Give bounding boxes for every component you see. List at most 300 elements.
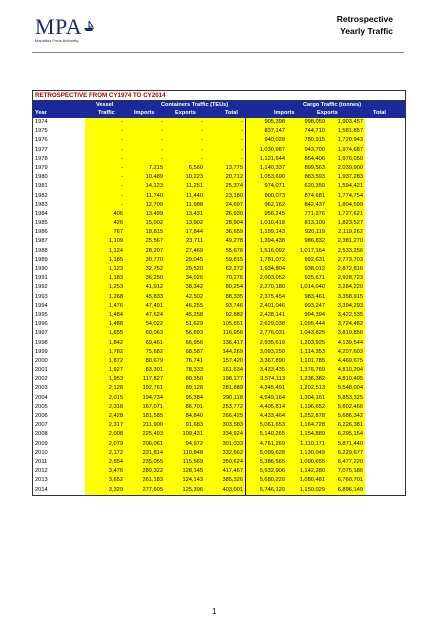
cell-vessel-traffic: 2,079	[85, 440, 125, 449]
cell-container-exports: 29,520	[165, 265, 205, 274]
cell-container-exports: 42,502	[165, 293, 205, 302]
cell-year: 1981	[33, 182, 85, 191]
cell-cargo-total: 2,039,900	[327, 164, 365, 173]
cell-container-imports: 18,815	[125, 228, 165, 237]
cell-cargo-imports: 1,516,092	[245, 247, 287, 256]
table-row	[33, 357, 405, 366]
cell-container-total: 25,374	[205, 182, 245, 191]
cell-container-exports: 68,587	[165, 348, 205, 357]
cell-container-total: 49,278	[205, 237, 245, 246]
cell-container-imports: 15,002	[125, 219, 165, 228]
cell-cargo-total: 3,358,915	[327, 293, 365, 302]
cell-cargo-imports: 3,093,250	[245, 348, 287, 357]
table-row	[33, 311, 405, 320]
cell-cargo-exports: 993,247	[287, 302, 327, 311]
table-row	[33, 247, 405, 256]
cell-cargo-total: 3,724,482	[327, 320, 365, 329]
cell-container-imports: 32,752	[125, 265, 165, 274]
cell-year: 2000	[33, 357, 85, 366]
cell-year: 2001	[33, 366, 85, 375]
cell-container-exports: -	[165, 118, 205, 127]
cell-year: 1990	[33, 265, 85, 274]
cell-vessel-traffic: -	[85, 136, 125, 145]
table-row	[33, 348, 405, 357]
cell-container-exports: -	[165, 146, 205, 155]
cell-container-exports: 86,701	[165, 403, 205, 412]
cell-cargo-total: 6,896,149	[327, 486, 365, 495]
cell-container-imports: 36,250	[125, 274, 165, 283]
cell-vessel-traffic: 426	[85, 219, 125, 228]
cell-cargo-imports: 1,140,337	[245, 164, 287, 173]
cell-cargo-imports: 1,121,644	[245, 155, 287, 164]
cell-container-total: 28,904	[205, 219, 245, 228]
cell-container-imports: 41,912	[125, 283, 165, 292]
cell-container-imports: 25,567	[125, 237, 165, 246]
cell-vessel-traffic: 2,318	[85, 403, 125, 412]
table-row	[33, 228, 405, 237]
cell-year: 1978	[33, 155, 85, 164]
cell-cargo-imports: 1,199,143	[245, 228, 287, 237]
cell-container-total: 303,583	[205, 421, 245, 430]
cell-cargo-exports: 943,700	[287, 146, 327, 155]
cell-cargo-total: 1,976,050	[327, 155, 365, 164]
cell-cargo-total: 2,533,256	[327, 247, 365, 256]
cell-container-total: -	[205, 118, 245, 127]
cell-cargo-exports: 854,406	[287, 155, 327, 164]
cell-container-total: 20,712	[205, 173, 245, 182]
cell-year: 2006	[33, 412, 85, 421]
cell-container-imports: 10,489	[125, 173, 165, 182]
cell-cargo-total: 4,469,675	[327, 357, 365, 366]
cell-container-imports: 60,063	[125, 329, 165, 338]
cell-container-exports: 38,342	[165, 283, 205, 292]
col-cargo-exports: Exports	[317, 110, 338, 116]
cell-container-exports: 29,045	[165, 256, 205, 265]
cell-container-total: 26,930	[205, 210, 245, 219]
cell-container-exports: 84,840	[165, 412, 205, 421]
cell-container-imports: 194,734	[125, 394, 165, 403]
cell-container-total: 266,425	[205, 412, 245, 421]
cell-year: 1984	[33, 210, 85, 219]
col-container-exports: Exports	[175, 110, 196, 116]
cell-vessel-traffic: -	[85, 127, 125, 136]
cell-container-total: 281,889	[205, 384, 245, 393]
cell-container-exports: 11,988	[165, 201, 205, 210]
cell-year: 1985	[33, 219, 85, 228]
table-row	[33, 467, 405, 476]
cell-vessel-traffic: 1,484	[85, 311, 125, 320]
cell-container-imports: 7,215	[125, 164, 165, 173]
cell-cargo-exports: 938,012	[287, 265, 327, 274]
cell-container-exports: 6,560	[165, 164, 205, 173]
page-heading	[337, 13, 393, 37]
cell-container-total: 403,001	[205, 486, 245, 495]
cell-container-imports: 54,022	[125, 320, 165, 329]
col-container-total: Total	[225, 110, 238, 116]
cell-year: 1980	[33, 173, 85, 182]
cell-cargo-total: 1,974,687	[327, 146, 365, 155]
cell-cargo-imports: 2,401,046	[245, 302, 287, 311]
cell-cargo-imports: 5,746,120	[245, 486, 287, 495]
table-row	[33, 449, 405, 458]
cell-container-total: 36,659	[205, 228, 245, 237]
cell-container-total: 116,956	[205, 329, 245, 338]
cell-container-total: 62,272	[205, 265, 245, 274]
table-row	[33, 136, 405, 145]
col-year: Year	[35, 110, 47, 116]
cell-cargo-imports: 4,345,491	[245, 384, 287, 393]
cell-container-total: 157,420	[205, 357, 245, 366]
cell-cargo-total: 1,804,599	[327, 201, 365, 210]
cell-container-total: -	[205, 146, 245, 155]
cell-container-exports: 34,026	[165, 274, 205, 283]
cell-container-imports: 261,183	[125, 476, 165, 485]
cell-container-total: 253,772	[205, 403, 245, 412]
cell-vessel-traffic: 2,654	[85, 458, 125, 467]
cell-cargo-imports: 5,932,906	[245, 467, 287, 476]
cell-container-total: 350,624	[205, 458, 245, 467]
cell-container-total: -	[205, 136, 245, 145]
cell-container-total: 301,033	[205, 440, 245, 449]
cell-cargo-imports: 837,147	[245, 127, 287, 136]
cell-vessel-traffic: 1,183	[85, 274, 125, 283]
cell-container-total: 80,254	[205, 283, 245, 292]
cell-vessel-traffic: 3,652	[85, 476, 125, 485]
cell-container-exports: 27,469	[165, 247, 205, 256]
cell-container-exports: 115,569	[165, 458, 205, 467]
cell-container-exports: 13,431	[165, 210, 205, 219]
cell-cargo-exports: 780,915	[287, 136, 327, 145]
cell-container-exports: 10,223	[165, 173, 205, 182]
table-row	[33, 127, 405, 136]
cell-container-imports: 12,709	[125, 201, 165, 210]
cell-cargo-total: 3,819,856	[327, 329, 365, 338]
cell-year: 1988	[33, 247, 85, 256]
cell-container-total: 13,775	[205, 164, 245, 173]
cell-vessel-traffic: 767	[85, 228, 125, 237]
table-row	[33, 256, 405, 265]
cell-container-total: 88,335	[205, 293, 245, 302]
cell-year: 1994	[33, 302, 85, 311]
cell-year: 1975	[33, 127, 85, 136]
cell-cargo-exports: 620,350	[287, 182, 327, 191]
table-row	[33, 274, 405, 283]
cell-cargo-imports: 905,398	[245, 118, 287, 127]
cell-cargo-exports: 986,832	[287, 237, 327, 246]
cell-year: 1992	[33, 283, 85, 292]
cell-vessel-traffic: 1,123	[85, 265, 125, 274]
cell-container-exports: 124,143	[165, 476, 205, 485]
cell-year: 2014	[33, 486, 85, 495]
cell-container-imports: 181,585	[125, 412, 165, 421]
table-row	[33, 118, 405, 127]
table-row	[33, 237, 405, 246]
cell-cargo-imports: 1,010,418	[245, 219, 287, 228]
group-vessel: Vessel	[96, 102, 114, 108]
cell-cargo-total: 2,773,703	[327, 256, 365, 265]
cell-vessel-traffic: 406	[85, 210, 125, 219]
cell-container-total: 136,417	[205, 339, 245, 348]
cell-cargo-imports: 5,386,565	[245, 458, 287, 467]
cell-container-imports: 211,900	[125, 421, 165, 430]
cell-vessel-traffic: 1,953	[85, 375, 125, 384]
cell-container-total: 92,882	[205, 311, 245, 320]
table-row	[33, 339, 405, 348]
table-row	[33, 210, 405, 219]
cell-cargo-imports: 4,405,814	[245, 403, 287, 412]
cell-vessel-traffic: 2,428	[85, 412, 125, 421]
cell-cargo-total: 1,727,621	[327, 210, 365, 219]
cell-cargo-imports: 1,781,072	[245, 256, 287, 265]
cell-year: 1979	[33, 164, 85, 173]
cell-cargo-imports: 4,433,464	[245, 412, 287, 421]
cell-cargo-exports: 1,101,785	[287, 357, 327, 366]
cell-cargo-imports: 1,030,987	[245, 146, 287, 155]
page-number: 1	[212, 607, 217, 616]
cell-container-total: 334,924	[205, 430, 245, 439]
cell-year: 2004	[33, 394, 85, 403]
cell-container-total: 144,269	[205, 348, 245, 357]
cell-year: 2013	[33, 476, 85, 485]
cell-cargo-imports: 5,061,653	[245, 421, 287, 430]
cell-container-total: 55,676	[205, 247, 245, 256]
cell-container-imports: 45,833	[125, 293, 165, 302]
cell-cargo-total: 2,119,262	[327, 228, 365, 237]
table-body	[33, 118, 405, 495]
cell-cargo-exports: 1,080,481	[287, 476, 327, 485]
cell-vessel-traffic: 2,128	[85, 384, 125, 393]
cell-cargo-total: 1,937,283	[327, 173, 365, 182]
cell-container-imports: 13,499	[125, 210, 165, 219]
cell-cargo-total: 1,581,857	[327, 127, 365, 136]
cell-cargo-imports: 2,428,141	[245, 311, 287, 320]
cell-vessel-traffic: -	[85, 118, 125, 127]
logo-text: MPA	[35, 14, 83, 39]
table-row	[33, 320, 405, 329]
cell-year: 2012	[33, 467, 85, 476]
cell-cargo-total: 6,229,677	[327, 449, 365, 458]
cell-container-imports: 69,461	[125, 339, 165, 348]
table-row	[33, 302, 405, 311]
cell-cargo-total: 2,872,816	[327, 265, 365, 274]
cell-cargo-exports: 874,681	[287, 192, 327, 201]
cell-container-exports: 51,629	[165, 320, 205, 329]
cell-year: 1983	[33, 201, 85, 210]
table-row	[33, 146, 405, 155]
cell-cargo-exports: 899,563	[287, 164, 327, 173]
cell-container-total: 161,634	[205, 366, 245, 375]
cell-cargo-imports: 5,140,265	[245, 430, 287, 439]
cell-cargo-exports: 1,043,825	[287, 329, 327, 338]
cell-cargo-exports: 1,154,889	[287, 430, 327, 439]
cell-cargo-imports: 2,776,031	[245, 329, 287, 338]
cell-cargo-imports: 1,053,690	[245, 173, 287, 182]
cell-cargo-imports: 2,629,038	[245, 320, 287, 329]
cell-year: 1986	[33, 228, 85, 237]
cell-container-total: 417,467	[205, 467, 245, 476]
cell-container-imports: 289,322	[125, 467, 165, 476]
cell-year: 1987	[33, 237, 85, 246]
cell-cargo-total: 1,720,943	[327, 136, 365, 145]
cell-vessel-traffic: 1,185	[85, 256, 125, 265]
cell-cargo-total: 3,394,293	[327, 302, 365, 311]
cell-vessel-traffic: -	[85, 173, 125, 182]
cell-vessel-traffic: -	[85, 182, 125, 191]
cell-year: 1996	[33, 320, 85, 329]
cell-cargo-total: 2,928,723	[327, 274, 365, 283]
cell-cargo-total: 1,823,527	[327, 219, 365, 228]
header-divider	[32, 52, 404, 53]
table-row	[33, 283, 405, 292]
cell-container-exports: -	[165, 127, 205, 136]
cell-year: 2007	[33, 421, 85, 430]
cell-cargo-imports: 2,935,619	[245, 339, 287, 348]
cell-year: 2009	[33, 440, 85, 449]
table-row	[33, 201, 405, 210]
group-cargo: Cargo Traffic (tonnes)	[303, 102, 362, 108]
cell-container-exports: 109,431	[165, 430, 205, 439]
cell-cargo-exports: 1,196,652	[287, 403, 327, 412]
cell-cargo-exports: 1,114,353	[287, 348, 327, 357]
table-row	[33, 219, 405, 228]
cell-container-imports: 206,061	[125, 440, 165, 449]
cell-year: 1995	[33, 311, 85, 320]
cell-container-total: 105,651	[205, 320, 245, 329]
cell-cargo-exports: 920,119	[287, 228, 327, 237]
cell-cargo-exports: 1,252,878	[287, 412, 327, 421]
cell-container-exports: 89,128	[165, 384, 205, 393]
cell-vessel-traffic: 1,655	[85, 329, 125, 338]
cell-cargo-imports: 2,375,454	[245, 293, 287, 302]
cell-container-exports: 11,440	[165, 192, 205, 201]
cell-cargo-imports: 5,680,220	[245, 476, 287, 485]
cell-cargo-exports: 1,236,382	[287, 375, 327, 384]
cell-container-exports: 17,844	[165, 228, 205, 237]
cell-year: 1977	[33, 146, 85, 155]
cell-cargo-imports: 3,574,113	[245, 375, 287, 384]
cell-vessel-traffic: 1,253	[85, 283, 125, 292]
cell-container-imports: 117,827	[125, 375, 165, 384]
cell-container-exports: 11,251	[165, 182, 205, 191]
cell-container-total: 385,326	[205, 476, 245, 485]
cell-year: 2005	[33, 403, 85, 412]
table-row	[33, 329, 405, 338]
cell-container-exports: 13,902	[165, 219, 205, 228]
table-row	[33, 155, 405, 164]
heading-line-2: Yearly Traffic	[340, 26, 393, 36]
cell-container-exports: 66,956	[165, 339, 205, 348]
cell-container-imports: -	[125, 155, 165, 164]
cell-container-imports: 277,605	[125, 486, 165, 495]
table-row	[33, 182, 405, 191]
cell-cargo-total: 5,602,466	[327, 403, 365, 412]
cell-cargo-imports: 974,071	[245, 182, 287, 191]
ship-icon	[82, 19, 96, 33]
cell-vessel-traffic: -	[85, 146, 125, 155]
cell-cargo-exports: 771,376	[287, 210, 327, 219]
cell-cargo-total: 1,903,457	[327, 118, 365, 127]
table-title: RETROSPECTIVE FROM CY1974 TO CY2014	[33, 91, 405, 101]
cell-vessel-traffic: 3,476	[85, 467, 125, 476]
cell-vessel-traffic: -	[85, 155, 125, 164]
cell-cargo-imports: 3,433,435	[245, 366, 287, 375]
cell-container-exports: 80,350	[165, 375, 205, 384]
table-row	[33, 384, 405, 393]
table-row	[33, 293, 405, 302]
cell-cargo-total: 2,381,270	[327, 237, 365, 246]
cell-container-exports: 23,711	[165, 237, 205, 246]
cell-cargo-imports: 5,099,628	[245, 449, 287, 458]
cell-cargo-imports: 2,270,180	[245, 283, 287, 292]
cell-container-imports: 47,491	[125, 302, 165, 311]
cell-container-exports: 45,258	[165, 311, 205, 320]
mpa-logo	[35, 14, 125, 54]
cell-cargo-total: 3,284,220	[327, 283, 365, 292]
cell-container-imports: 30,770	[125, 256, 165, 265]
cell-container-exports: 110,848	[165, 449, 205, 458]
cell-year: 1989	[33, 256, 85, 265]
cell-cargo-exports: 994,394	[287, 311, 327, 320]
cell-container-total: 70,276	[205, 274, 245, 283]
cell-cargo-total: 6,477,220	[327, 458, 365, 467]
cell-cargo-imports: 3,367,890	[245, 357, 287, 366]
cell-cargo-total: 1,594,421	[327, 182, 365, 191]
cell-vessel-traffic: 2,015	[85, 394, 125, 403]
heading-line-1: Retrospective	[336, 14, 393, 24]
cell-container-imports: -	[125, 136, 165, 145]
cell-cargo-total: 7,075,186	[327, 467, 365, 476]
cell-vessel-traffic: 1,842	[85, 339, 125, 348]
cell-vessel-traffic: 1,109	[85, 237, 125, 246]
cell-cargo-exports: 1,095,444	[287, 320, 327, 329]
cell-vessel-traffic: 1,268	[85, 293, 125, 302]
cell-cargo-total: 5,548,004	[327, 384, 365, 393]
cell-container-exports: 91,683	[165, 421, 205, 430]
cell-cargo-imports: 1,934,804	[245, 265, 287, 274]
cell-container-imports: 28,207	[125, 247, 165, 256]
cell-vessel-traffic: 1,782	[85, 348, 125, 357]
cell-cargo-exports: 813,109	[287, 219, 327, 228]
cell-cargo-exports: 1,304,161	[287, 394, 327, 403]
cell-container-imports: -	[125, 118, 165, 127]
cell-container-imports: 167,071	[125, 403, 165, 412]
cell-container-exports: 95,384	[165, 394, 205, 403]
cell-cargo-total: 5,686,342	[327, 412, 365, 421]
cell-cargo-total: 5,853,325	[327, 394, 365, 403]
cell-cargo-imports: 1,394,438	[245, 237, 287, 246]
cell-cargo-total: 6,760,701	[327, 476, 365, 485]
cell-cargo-exports: 1,014,040	[287, 283, 327, 292]
cell-container-exports: 46,255	[165, 302, 205, 311]
cell-year: 2003	[33, 384, 85, 393]
cell-container-imports: 14,123	[125, 182, 165, 191]
cell-cargo-total: 6,226,381	[327, 421, 365, 430]
table-row	[33, 394, 405, 403]
cell-cargo-exports: 1,376,769	[287, 366, 327, 375]
cell-container-exports: 76,741	[165, 357, 205, 366]
col-vessel-traffic: Traffic	[98, 110, 115, 116]
cell-cargo-exports: 842,437	[287, 201, 327, 210]
table-row	[33, 421, 405, 430]
cell-vessel-traffic: -	[85, 192, 125, 201]
cell-cargo-total: 5,871,440	[327, 440, 365, 449]
cell-cargo-total: 1,774,754	[327, 192, 365, 201]
cell-year: 1982	[33, 192, 85, 201]
table-header	[33, 101, 405, 118]
cell-cargo-exports: 992,631	[287, 256, 327, 265]
cell-cargo-imports: 956,245	[245, 210, 287, 219]
cell-year: 2008	[33, 430, 85, 439]
